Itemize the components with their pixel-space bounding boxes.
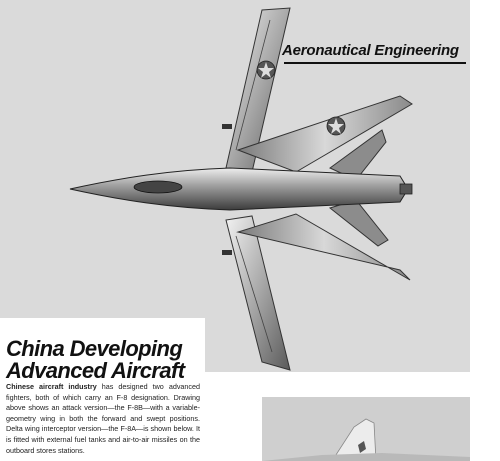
section-title-underline xyxy=(284,62,466,64)
article-body-text: has designed two advanced fighters, both of which carry an F-8 designation. Drawing above shows an attack version—the F-8B—with a variable-geometry wing in both the forward and swept positions. Delta wing interceptor version—the F-8A—is shown below. It is fitted with external fuel tanks and air-to-air missiles on the outboard stores stations. xyxy=(6,382,200,455)
headline-line-2: Advanced Aircraft xyxy=(6,358,185,383)
interceptor-photo xyxy=(262,397,470,461)
delta-wing-interceptor-tail xyxy=(262,397,470,461)
article-lead: Chinese aircraft industry xyxy=(6,382,97,391)
section-title: Aeronautical Engineering xyxy=(282,42,459,59)
article-headline xyxy=(6,338,206,382)
article-body xyxy=(6,382,200,456)
headline-line-1: China Developing xyxy=(6,336,183,361)
